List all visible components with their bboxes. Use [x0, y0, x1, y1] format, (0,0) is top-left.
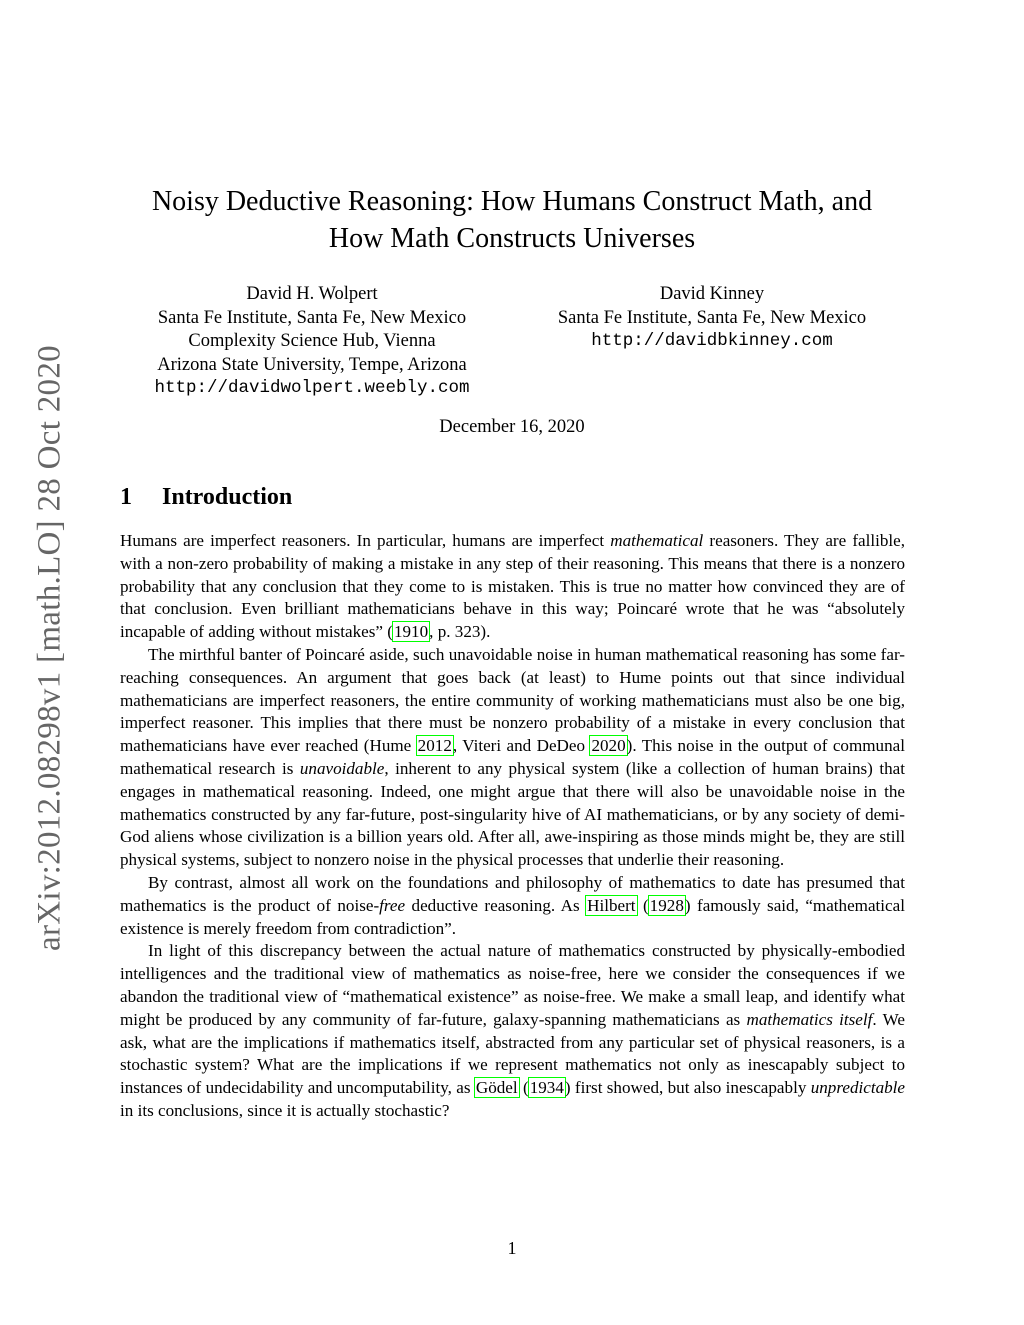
author-url[interactable]: http://davidbkinney.com: [591, 331, 833, 351]
author-name: David Kinney: [659, 284, 765, 304]
text-run: ) famously said, “mathematical existence is merely freedom from contradiction”.: [120, 895, 905, 938]
arxiv-identifier: arXiv:2012.08298v1 [math.LO] 28 Oct 2020: [31, 344, 68, 951]
author-block-2: [512, 283, 912, 354]
section-number: 1: [120, 484, 132, 510]
page-number: 1: [507, 1238, 517, 1258]
section-heading: [120, 484, 292, 511]
citation-link[interactable]: 2020: [591, 736, 626, 756]
citation-link[interactable]: 1910: [393, 622, 429, 642]
emphasis: unpredictable: [810, 1078, 906, 1098]
citation-link[interactable]: 2012: [417, 736, 452, 756]
title-line-2: How Math Constructs Universes: [328, 223, 696, 254]
text-run: reasoners. They are fallible, with a non-zero probability of making a mistake in any step of their reasoning. This means that there is a nonzero probability that any conclusion that they come to is mistaken. This is true no matter how convinced they are of that conclusion. Even brilliant mathematicians behave in this way; Poincaré wrote that he was “absolutely incapable of adding without mistakes” (: [120, 531, 906, 642]
citation-link[interactable]: Gödel: [475, 1078, 518, 1098]
author-affiliation: Complexity Science Hub, Vienna: [188, 331, 436, 351]
author-url[interactable]: http://davidwolpert.weebly.com: [154, 378, 470, 398]
text-run: , p. 323).: [429, 622, 491, 642]
text-run: , inherent to any physical system (like a collection of human brains) that engages in mathematical reasoning. Indeed, one might argue that there will also be unavoidable noise in the mathematics constructed by any far-future, post-singularity hive of AI mathematicians, or by any society of demi-God aliens whose civilization is a billion years old. After all, awe-inspiring as those minds might be, they are still physical systems, subject to nonzero noise in the physical processes that underlie their reasoning.: [120, 758, 905, 870]
emphasis: mathematical: [610, 531, 704, 550]
title-line-1: Noisy Deductive Reasoning: How Humans Construct Math, and: [151, 186, 873, 217]
text-run: ) first showed, but also inescapably: [564, 1078, 811, 1098]
body-text: [120, 530, 905, 1123]
paper-title: [0, 183, 1024, 257]
author-block-1: [112, 283, 512, 401]
author-affiliation: Arizona State University, Tempe, Arizona: [157, 354, 467, 375]
text-run: in its conclusions, since it is actually stochastic?: [120, 1100, 450, 1120]
citation-link[interactable]: 1928: [649, 895, 684, 915]
paragraph-3: [120, 872, 905, 940]
text-run: , Viteri and DeDeo: [452, 736, 591, 756]
paper-date: December 16, 2020: [439, 417, 585, 437]
text-run: (: [636, 895, 649, 915]
emphasis: unavoidable: [299, 758, 385, 778]
text-run: ). This noise in the output of communal mathematical research is: [120, 736, 905, 778]
citation-link[interactable]: Hilbert: [587, 895, 636, 915]
section-title: Introduction: [162, 484, 293, 510]
emphasis: mathematics itself: [746, 1009, 873, 1029]
paragraph-1: [120, 530, 905, 644]
paragraph-2: [120, 644, 905, 872]
text-run: Humans are imperfect reasoners. In particular, humans are imperfect: [120, 531, 611, 550]
emphasis: free: [379, 895, 406, 915]
text-run: In light of this discrepancy between the actual nature of mathematics constructed by physically-embodied intelligences and the traditional view of mathematics as noise-free, here we consider the consequences if we abandon the traditional view of “mathematical existence” as noise-free. We make a small leap, and identify what might be produced by any community of far-future, galaxy-spanning mathematicians as: [120, 941, 905, 1029]
citation-link[interactable]: 1934: [529, 1078, 564, 1098]
text-run: . We ask, what are the implications if mathematics itself, abstracted from any particular set of physical reasoners, is a stochastic system? What are the implications if we represent mathematics not only as inescapably subject to instances of undecidability and uncomputability, as: [120, 1009, 905, 1098]
text-run: (: [518, 1078, 529, 1098]
author-affiliation: Santa Fe Institute, Santa Fe, New Mexico: [157, 307, 467, 328]
author-affiliation: Santa Fe Institute, Santa Fe, New Mexico: [557, 307, 867, 328]
text-run: The mirthful banter of Poincaré aside, such unavoidable noise in human mathematical reasoning has some far-reaching consequences. An argument that goes back (at least) to Hume points out that since individual mathematicians are imperfect reasoners, the entire community of working mathematicians must also be one big, imperfect reasoner. This implies that there must be nonzero probability of a mistake in every conclusion that mathematicians have ever reached (Hume: [120, 644, 905, 756]
text-run: By contrast, almost all work on the foundations and philosophy of mathematics to date has presumed that mathematics is the product of noise-: [120, 872, 905, 915]
text-run: deductive reasoning. As: [405, 895, 587, 915]
paragraph-4: [120, 940, 905, 1122]
author-name: David H. Wolpert: [246, 284, 378, 304]
